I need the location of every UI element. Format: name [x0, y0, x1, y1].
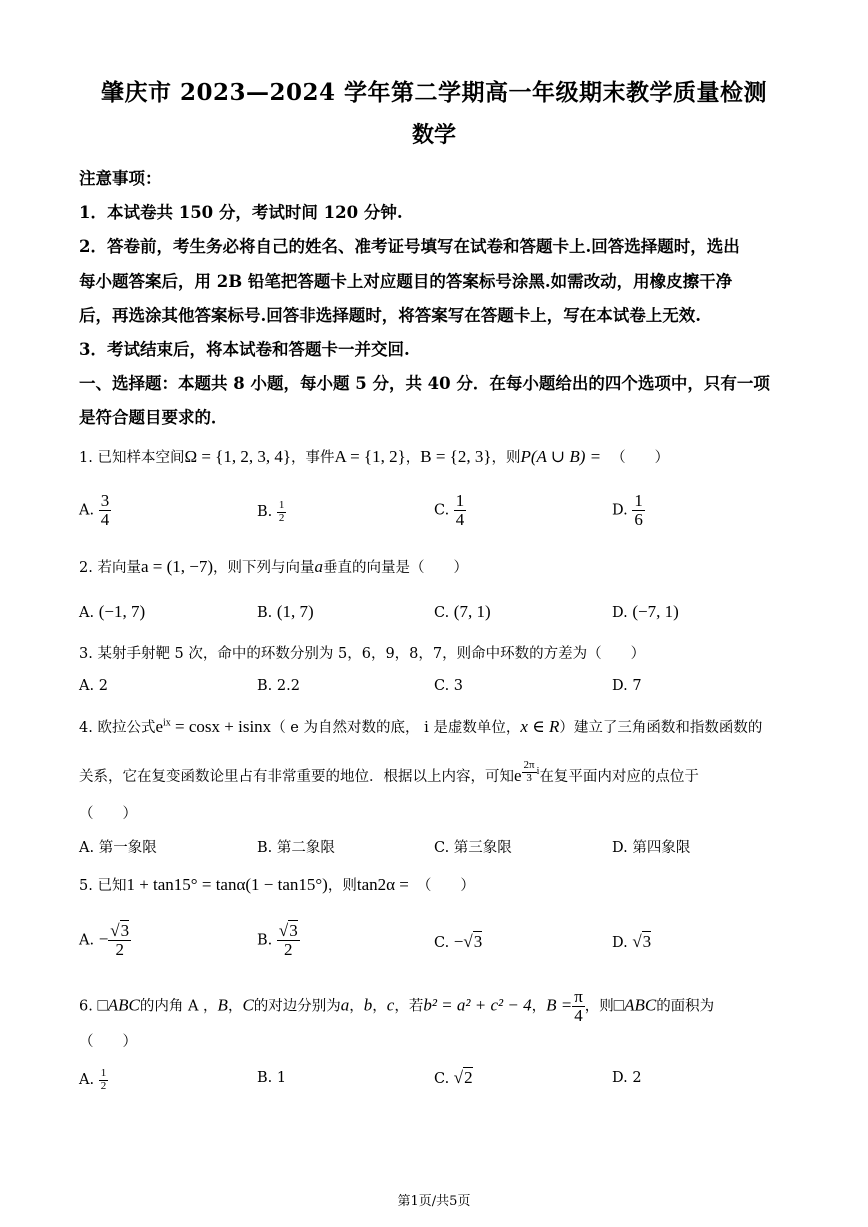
q1-answer-blank: （ ）: [611, 450, 670, 466]
option-value: 2: [98, 678, 108, 694]
exam-subject: 数学: [411, 122, 456, 148]
notice-item-2-line-2: 每小题答案后，用 2B 铅笔把答题卡上对应题目的答案标号涂黑.如需改动，用橡皮擦干净: [79, 272, 733, 291]
fraction: [99, 492, 112, 529]
q6-text-7: 的面积为: [656, 998, 715, 1015]
q1-prefix: 1. 已知样本空间: [79, 450, 185, 466]
fraction: [522, 760, 537, 784]
notice-heading: 注意事项：: [79, 169, 162, 188]
formula-rest: = cosx + isinx: [170, 717, 272, 736]
numerator: 1: [455, 491, 465, 510]
q4-option-b: [257, 836, 335, 857]
denominator: 6: [634, 509, 643, 529]
option-label: D.: [612, 678, 628, 694]
option-label: B.: [257, 678, 273, 694]
fraction: [108, 922, 131, 959]
q6-text-2: ，: [227, 998, 243, 1015]
numerator: 2π: [523, 759, 535, 771]
q4-text-2: ）建立了三角函数和指数函数的: [559, 720, 763, 736]
q6-side-c: c: [386, 995, 395, 1015]
option-label: D.: [612, 840, 628, 856]
q5-target: tan2α =: [356, 875, 409, 894]
square-root: √3: [632, 932, 652, 951]
option-label: C.: [434, 935, 450, 951]
q5-option-a: [79, 922, 131, 959]
q6-triangle-2: □ABC: [613, 995, 657, 1015]
question-2: [79, 556, 799, 577]
fraction: [99, 1068, 109, 1092]
q6-equation: b² = a² + c² − 4: [423, 995, 532, 1015]
q4-option-d: [612, 836, 690, 857]
numerator: √3: [278, 921, 298, 940]
option-value: 3: [453, 678, 464, 694]
option-value: 第一象限: [98, 840, 157, 856]
notice-item-2-line-3: 后，再选涂其他答案标号.回答非选择题时，将答案写在答题卡上，写在本试卷上无效.: [79, 306, 701, 325]
q4-line2-text: 关系，它在复变函数论里占有非常重要的地位．根据以上内容，可知: [79, 769, 514, 785]
denominator: 4: [574, 1005, 583, 1025]
section-heading-line-2: 是符合题目要求的．: [79, 408, 228, 427]
question-5: [79, 874, 799, 895]
q6-text-1: 的内角 A ，: [139, 998, 218, 1015]
fraction: [572, 988, 585, 1025]
formula-exponent: ix: [163, 717, 171, 729]
option-label: B.: [257, 840, 273, 856]
q5-text: ，则: [327, 878, 357, 894]
option-value: (−1, 7): [98, 602, 146, 621]
q3-option-b: [257, 678, 300, 694]
question-4-line-2: [79, 760, 799, 786]
option-label: B.: [257, 605, 273, 621]
q6-vertex-c: C: [242, 995, 254, 1015]
q3-option-c: [434, 678, 463, 694]
numerator: π: [574, 987, 583, 1006]
option-value: 第二象限: [276, 840, 335, 856]
radicand: 3: [642, 932, 652, 951]
option-label: A.: [79, 502, 95, 519]
notice-item-3: 3．考试结束后，将本试卷和答题卡一并交回.: [79, 340, 410, 359]
exam-title: 肇庆市 2023—2024 学年第二学期高一年级期末教学质量检测: [100, 79, 768, 106]
option-value: 2: [632, 1070, 642, 1086]
q2-text: ，则下列与向量: [213, 560, 315, 576]
option-label: C.: [434, 1071, 450, 1087]
option-value: 第三象限: [453, 840, 512, 856]
q5-prefix: 5. 已知: [79, 878, 127, 894]
q5-equation: 1 + tan15° = tanα(1 − tan15°): [126, 875, 328, 894]
fraction: [632, 492, 645, 529]
q6-triangle: □ABC: [97, 995, 140, 1015]
square-root: √2: [453, 1068, 473, 1087]
numerator: 1: [100, 1067, 107, 1079]
denominator: 3: [526, 771, 532, 784]
q1-comma: ，: [405, 450, 421, 466]
denominator: 2: [284, 939, 293, 959]
q3-option-a: [79, 678, 108, 694]
q2-text-2: 垂直的向量是（ ）: [323, 560, 468, 576]
numerator: √3: [110, 921, 130, 940]
denominator: 2: [278, 511, 285, 524]
option-label: D.: [612, 1070, 628, 1086]
q6-option-a: [79, 1068, 108, 1092]
option-label: D.: [612, 605, 628, 621]
q6-text-3: 的对边分别为: [253, 998, 341, 1015]
q1-option-c: [434, 492, 466, 529]
option-value: 2.2: [276, 678, 300, 694]
denominator: 4: [455, 509, 465, 529]
q4-domain: x ∈ R: [520, 717, 560, 736]
option-label: C.: [434, 605, 450, 621]
q4-option-a: [79, 836, 157, 857]
numerator: 3: [100, 491, 110, 510]
q1-sample-space: Ω = {1, 2, 3, 4}: [184, 447, 291, 466]
option-value: 第四象限: [632, 840, 691, 856]
q6-option-b: [257, 1070, 286, 1086]
option-label: D.: [612, 502, 628, 519]
q6-text-5: ，: [531, 998, 547, 1015]
q1-option-a: [79, 492, 111, 529]
q6-side-a: a: [340, 995, 350, 1015]
q1-text: ，事件: [291, 450, 335, 466]
q6-text-6: ，则: [584, 998, 614, 1015]
option-value: (1, 7): [276, 602, 314, 621]
option-label: D.: [612, 935, 628, 951]
q4-line2-text-2: 在复平面内对应的点位于: [539, 769, 699, 785]
option-label: A.: [79, 932, 95, 949]
q4-prefix: 4. 欧拉公式: [79, 720, 156, 736]
option-label: C.: [434, 502, 450, 519]
q4-euler-formula: [155, 717, 271, 736]
option-label: A.: [79, 1072, 95, 1089]
q2-option-c: [434, 602, 491, 622]
q6-angle: B =: [546, 995, 573, 1015]
q6-side-b: b: [363, 995, 373, 1015]
q6-vertex-b: B: [217, 995, 228, 1015]
q1-text-2: ，则: [491, 450, 521, 466]
notice-item-1: 1．本试卷共 150 分，考试时间 120 分钟.: [79, 203, 403, 222]
option-value: 7: [632, 678, 642, 694]
question-6-line-2: （ ）: [79, 1034, 137, 1050]
question-4-line-1: [79, 716, 799, 737]
q3-option-d: [612, 678, 642, 694]
notice-item-2-line-1: 2．答卷前，考生务必将自己的姓名、准考证号填写在试卷和答题卡上.回答选择题时，选出: [79, 237, 740, 256]
fraction: [277, 500, 287, 524]
denominator: 2: [115, 939, 124, 959]
formula-base: e: [155, 717, 163, 736]
option-value: (7, 1): [453, 602, 491, 621]
q1-option-d: [612, 492, 645, 529]
denominator: 4: [100, 509, 110, 529]
option-label: B.: [257, 1070, 273, 1086]
q5-option-c: [434, 932, 482, 952]
q5-option-b: [257, 922, 300, 959]
page-number: 第1页/共5页: [397, 1194, 471, 1209]
option-label: A.: [79, 605, 95, 621]
option-label: A.: [79, 840, 95, 856]
q6-prefix: 6.: [79, 998, 98, 1015]
q5-option-d: [612, 932, 651, 952]
denominator: 2: [100, 1079, 107, 1092]
option-value: 1: [276, 1070, 287, 1086]
q4-text: （ e 为自然对数的底， i 是虚数单位，: [271, 720, 521, 736]
q2-option-d: [612, 602, 679, 622]
option-label: C.: [434, 840, 450, 856]
radicand: 3: [473, 932, 483, 951]
option-label: A.: [79, 678, 95, 694]
q2-prefix: 2. 若向量: [79, 560, 141, 576]
q4-option-c: [434, 836, 512, 857]
q6-text-4: ，若: [394, 998, 424, 1015]
q1-event-b: B = {2, 3}: [420, 447, 492, 466]
radicand: 2: [464, 1068, 473, 1087]
q1-event-a: A = {1, 2}: [334, 447, 406, 466]
option-sign: −: [453, 932, 464, 951]
q6-option-c: [434, 1068, 473, 1088]
numerator: 1: [634, 491, 643, 510]
q2-vector-symbol: a: [314, 557, 323, 576]
option-label: C.: [434, 678, 450, 694]
q4-exponential: e $^{\frac{2\pi}{3} i}$: [514, 759, 540, 785]
q2-vector: a = (1, −7): [140, 557, 213, 576]
q6-option-d: [612, 1070, 642, 1086]
option-sign: −: [98, 929, 109, 949]
q1-probability: P(A ∪ B) =: [520, 447, 602, 466]
question-4-line-3: （ ）: [79, 806, 137, 822]
question-3: 3. 某射手射靶 5 次，命中的环数分别为 5，6，9，8，7，则命中环数的方差为（ ）: [79, 646, 646, 662]
q2-option-a: [79, 602, 145, 622]
fraction: [454, 492, 467, 529]
radicand: 3: [120, 921, 130, 940]
radicand: 3: [289, 921, 298, 940]
option-value: (−7, 1): [632, 602, 679, 621]
question-1: [79, 446, 799, 467]
fraction: [277, 922, 300, 959]
question-6-line-1: 6. □ABC的内角 A ，B，C的对边分别为a，b，c，若b² = a² + c² − 4，B = $\frac{\pi}{4}$ ，则□ABC的面积为: [79, 987, 715, 1025]
q5-answer-blank: （ ）: [416, 878, 475, 894]
q2-option-b: [257, 602, 314, 622]
option-label: B.: [257, 932, 273, 949]
option-label: B.: [257, 504, 273, 521]
square-root: √3: [463, 932, 483, 951]
q1-option-b: [257, 500, 286, 524]
numerator: 1: [278, 499, 285, 511]
section-heading-line-1: 一、选择题：本题共 8 小题，每小题 5 分，共 40 分．在每小题给出的四个选项中，只有一项: [79, 374, 770, 393]
